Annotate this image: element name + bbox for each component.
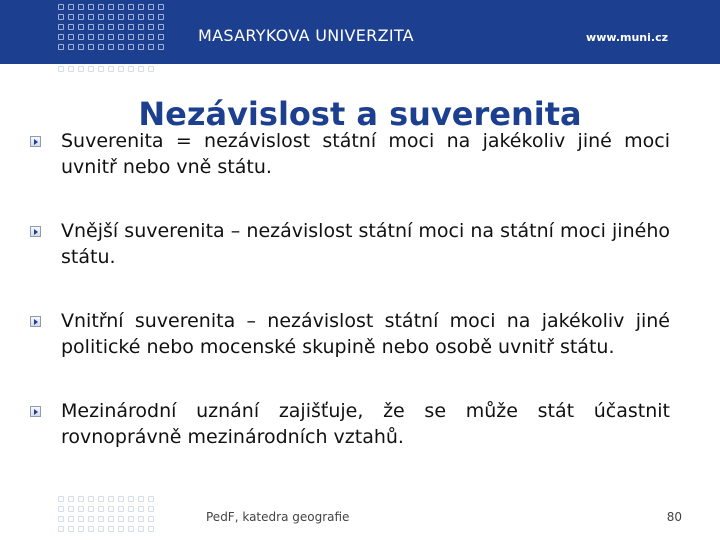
bullet-text: Vnitřní suverenita – nezávislost státní moci na jakékoliv jiné politické nebo mocenské skupině nebo osobě uvnitř státu.: [61, 310, 670, 358]
bullet-arrow-icon: [30, 316, 41, 327]
bullet-item: [30, 218, 670, 270]
bullet-arrow-icon: [30, 226, 41, 237]
bullet-text: Suverenita = nezávislost státní moci na jakékoliv jiné moci uvnitř nebo vně státu.: [61, 130, 670, 178]
bullet-text: Vnější suverenita – nezávislost státní moci na státní moci jiného státu.: [61, 220, 670, 268]
bullet-arrow-icon: [30, 406, 41, 417]
decorative-dot-grid: [58, 66, 154, 72]
bullet-item: [30, 398, 670, 450]
slide-title: Nezávislost a suverenita: [138, 95, 582, 134]
bullet-arrow-icon: [30, 136, 41, 147]
bullet-item: [30, 308, 670, 360]
bullet-list: [30, 128, 670, 450]
decorative-dot-grid: [58, 496, 154, 532]
bullet-item: [30, 128, 670, 180]
decorative-dot-grid: [58, 4, 164, 50]
footer-text: PedF, katedra geografie: [206, 510, 350, 524]
university-name: MASARYKOVA UNIVERZITA: [198, 26, 414, 45]
website-link: www.muni.cz: [586, 31, 668, 44]
page-number: 80: [666, 510, 682, 524]
bullet-text: Mezinárodní uznání zajišťuje, že se může stát účastnit rovnoprávně mezinárodních vztahů.: [61, 400, 670, 448]
